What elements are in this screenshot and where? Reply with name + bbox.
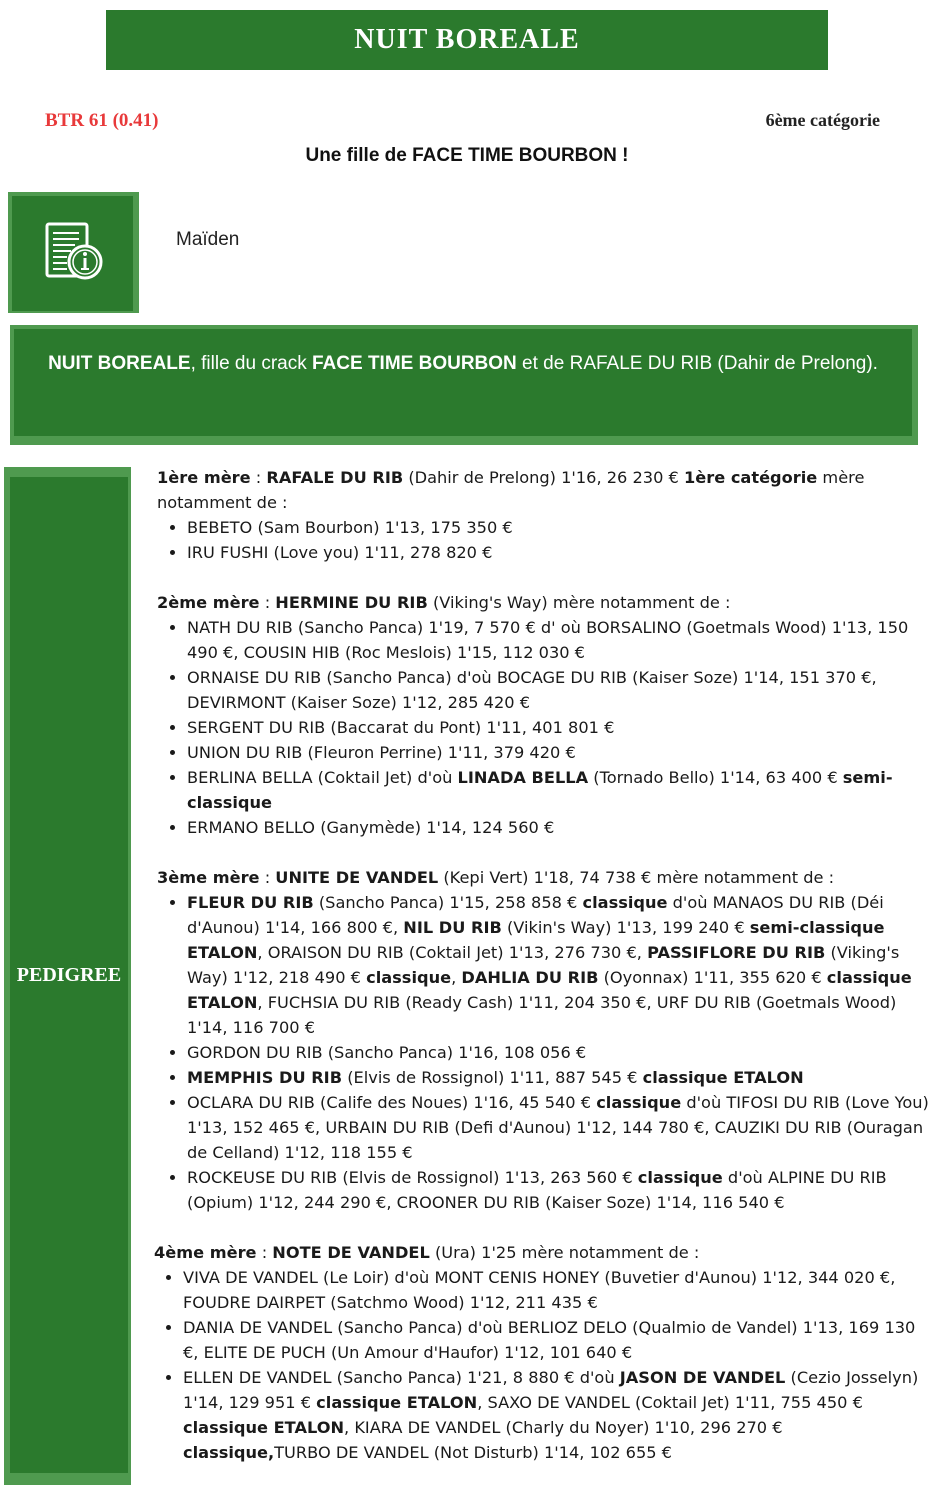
dam-3-list — [157, 890, 934, 1215]
pedigree-label-box — [10, 477, 128, 1473]
dam-1-prefix: 1ère mère — [157, 468, 251, 487]
category-label: 6ème catégorie — [765, 110, 880, 130]
list-item — [187, 1065, 934, 1090]
list-item — [187, 765, 934, 815]
list-item: • DANIA DE VANDEL (Sancho Panca) d'où BERLIOZ DELO (Qualmio de Vandel) 1'13, 169 130 €, ELITE DE PUCH (Un Amour d'Haufor) 1'12, 101 640 € — [183, 1315, 934, 1365]
dam-3-prefix: 3ème mère — [157, 868, 260, 887]
text: d'où MANAOS DU RIB (Déi d'Aunou) 1'14, 166 800 €, — [187, 893, 884, 937]
document-info-icon — [41, 220, 105, 288]
list-item: • GORDON DU RIB (Sancho Panca) 1'16, 108 056 € — [187, 1040, 934, 1065]
text: FLEUR DU RIB — [187, 893, 314, 912]
dam-1-name: RAFALE DU RIB — [266, 468, 404, 487]
dam-1-heading — [157, 465, 934, 515]
list-item: • UNION DU RIB (Fleuron Perrine) 1'11, 379 420 € — [187, 740, 934, 765]
list-item: • ORNAISE DU RIB (Sancho Panca) d'où BOCAGE DU RIB (Kaiser Soze) 1'14, 151 370 €, DEVIRMONT (Kaiser Soze) 1'12, 285 420 € — [187, 665, 934, 715]
intro-text-1: , fille du crack — [190, 353, 312, 374]
text: ROCKEUSE DU RIB (Elvis de Rossignol) 1'13, 263 560 € — [187, 1168, 638, 1187]
list-item: • IRU FUSHI (Love you) 1'11, 278 820 € — [187, 540, 934, 565]
text: ELLEN DE VANDEL (Sancho Panca) 1'21, 8 880 € d'où — [183, 1368, 620, 1387]
subtitle: Une fille de FACE TIME BOURBON ! — [305, 145, 629, 166]
dam-2-prefix: 2ème mère — [157, 593, 260, 612]
text: , ORAISON DU RIB (Coktail Jet) 1'13, 276 730 €, — [257, 943, 648, 962]
dam-1-tail: mère notamment de : — [157, 468, 865, 512]
text: (Cezio Josselyn) 1'14, 129 951 € — [183, 1368, 919, 1412]
text: PASSIFLORE DU RIB — [647, 943, 826, 962]
list-item: • SERGENT DU RIB (Baccarat du Pont) 1'11, 401 801 € — [187, 715, 934, 740]
sire-name: FACE TIME BOURBON — [312, 353, 517, 374]
dam-3-name: UNITE DE VANDEL — [275, 868, 439, 887]
list-item: • ERMANO BELLO (Ganymède) 1'14, 124 560 € — [187, 815, 934, 840]
dam-4-section — [154, 1240, 934, 1465]
list-item — [187, 890, 934, 1040]
list-item — [187, 1090, 934, 1165]
text: (Vikin's Way) 1'13, 199 240 € — [501, 918, 750, 937]
text: classique, — [183, 1443, 275, 1462]
text: classique — [582, 893, 668, 912]
separator: : — [259, 868, 276, 887]
text: BERLINA BELLA (Coktail Jet) d'où — [187, 768, 458, 787]
text: (Elvis de Rossignol) 1'11, 887 545 € — [342, 1068, 643, 1087]
dam-2-heading — [157, 590, 934, 615]
text: classique — [366, 968, 452, 987]
separator: : — [259, 593, 276, 612]
text: classique — [637, 1168, 723, 1187]
dam-4-name: NOTE DE VANDEL — [272, 1243, 430, 1262]
separator: : — [256, 1243, 273, 1262]
race-status: Maïden — [176, 229, 240, 250]
intro-text — [14, 353, 912, 375]
text: OCLARA DU RIB (Calife des Noues) 1'16, 45 540 € — [187, 1093, 597, 1112]
text: (Tornado Bello) 1'14, 63 400 € — [588, 768, 843, 787]
text: semi-classique ETALON — [187, 918, 885, 962]
text: NIL DU RIB — [403, 918, 502, 937]
dam-2-tail: (Viking's Way) mère notamment de : — [427, 593, 731, 612]
text: DAHLIA DU RIB — [461, 968, 599, 987]
list-item: • BEBETO (Sam Bourbon) 1'13, 175 350 € — [187, 515, 934, 540]
btr-rating: BTR 61 (0.41) — [45, 110, 159, 131]
list-item: • VIVA DE VANDEL (Le Loir) d'où MONT CENIS HONEY (Buvetier d'Aunou) 1'12, 344 020 €, FOUDRE DAIRPET (Satchmo Wood) 1'12, 211 435 € — [183, 1265, 934, 1315]
dam-2-name: HERMINE DU RIB — [275, 593, 428, 612]
text: TURBO DE VANDEL (Not Disturb) 1'14, 102 655 € — [274, 1443, 672, 1462]
text: , KIARA DE VANDEL (Charly du Noyer) 1'10, 296 270 € — [344, 1418, 783, 1437]
text: classique — [596, 1093, 682, 1112]
text: (Sancho Panca) 1'15, 258 858 € — [313, 893, 583, 912]
list-item — [187, 1165, 934, 1215]
text: , FUCHSIA DU RIB (Ready Cash) 1'11, 204 350 €, URF DU RIB (Goetmals Wood) 1'14, 116 700 € — [187, 993, 897, 1037]
dam-4-list — [154, 1265, 934, 1465]
dam-3-heading — [157, 865, 934, 890]
pedigree-content — [154, 465, 934, 1490]
dam-4-tail: (Ura) 1'25 mère notamment de : — [429, 1243, 700, 1262]
dam-1-details: (Dahir de Prelong) 1'16, 26 230 € — [403, 468, 684, 487]
intro-text-2: et de RAFALE DU RIB (Dahir de Prelong). — [516, 353, 878, 374]
list-item — [183, 1365, 934, 1465]
dam-1-list — [157, 515, 934, 565]
text: d'où ALPINE DU RIB (Opium) 1'12, 244 290 €, CROONER DU RIB (Kaiser Soze) 1'14, 116 540 € — [187, 1168, 887, 1212]
separator: : — [250, 468, 267, 487]
horse-name: NUIT BOREALE — [48, 353, 191, 374]
text: classique ETALON — [316, 1393, 478, 1412]
info-box — [12, 196, 133, 311]
dam-4-prefix: 4ème mère — [154, 1243, 257, 1262]
text: , SAXO DE VANDEL (Coktail Jet) 1'11, 755 450 € — [477, 1393, 863, 1412]
text: (Viking's Way) 1'12, 218 490 € — [187, 943, 900, 987]
page-title: NUIT BOREALE — [106, 10, 828, 70]
pedigree-label: PEDIGREE — [16, 963, 122, 986]
text: classique ETALON — [642, 1068, 804, 1087]
text: , — [451, 968, 462, 987]
text: semi-classique — [187, 768, 893, 812]
intro-box — [14, 329, 912, 436]
dam-4-heading — [154, 1240, 934, 1265]
text: (Oyonnax) 1'11, 355 620 € — [598, 968, 827, 987]
text: MEMPHIS DU RIB — [187, 1068, 343, 1087]
text: JASON DE VANDEL — [619, 1368, 786, 1387]
list-item: • NATH DU RIB (Sancho Panca) 1'19, 7 570 € d' où BORSALINO (Goetmals Wood) 1'13, 150 490 €, COUSIN HIB (Roc Meslois) 1'15, 112 030 € — [187, 615, 934, 665]
text: LINADA BELLA — [457, 768, 589, 787]
dam-3-tail: (Kepi Vert) 1'18, 74 738 € mère notamment de : — [438, 868, 835, 887]
dam-1-category: 1ère catégorie — [683, 468, 818, 487]
text: classique ETALON — [183, 1418, 345, 1437]
text: d'où TIFOSI DU RIB (Love You) 1'13, 152 465 €, URBAIN DU RIB (Defi d'Aunou) 1'12, 144 780 €, CAUZIKI DU RIB (Ouragan de Celland) 1'12, 118 155 € — [187, 1093, 929, 1162]
text: classique ETALON — [187, 968, 912, 1012]
dam-2-list — [157, 615, 934, 840]
